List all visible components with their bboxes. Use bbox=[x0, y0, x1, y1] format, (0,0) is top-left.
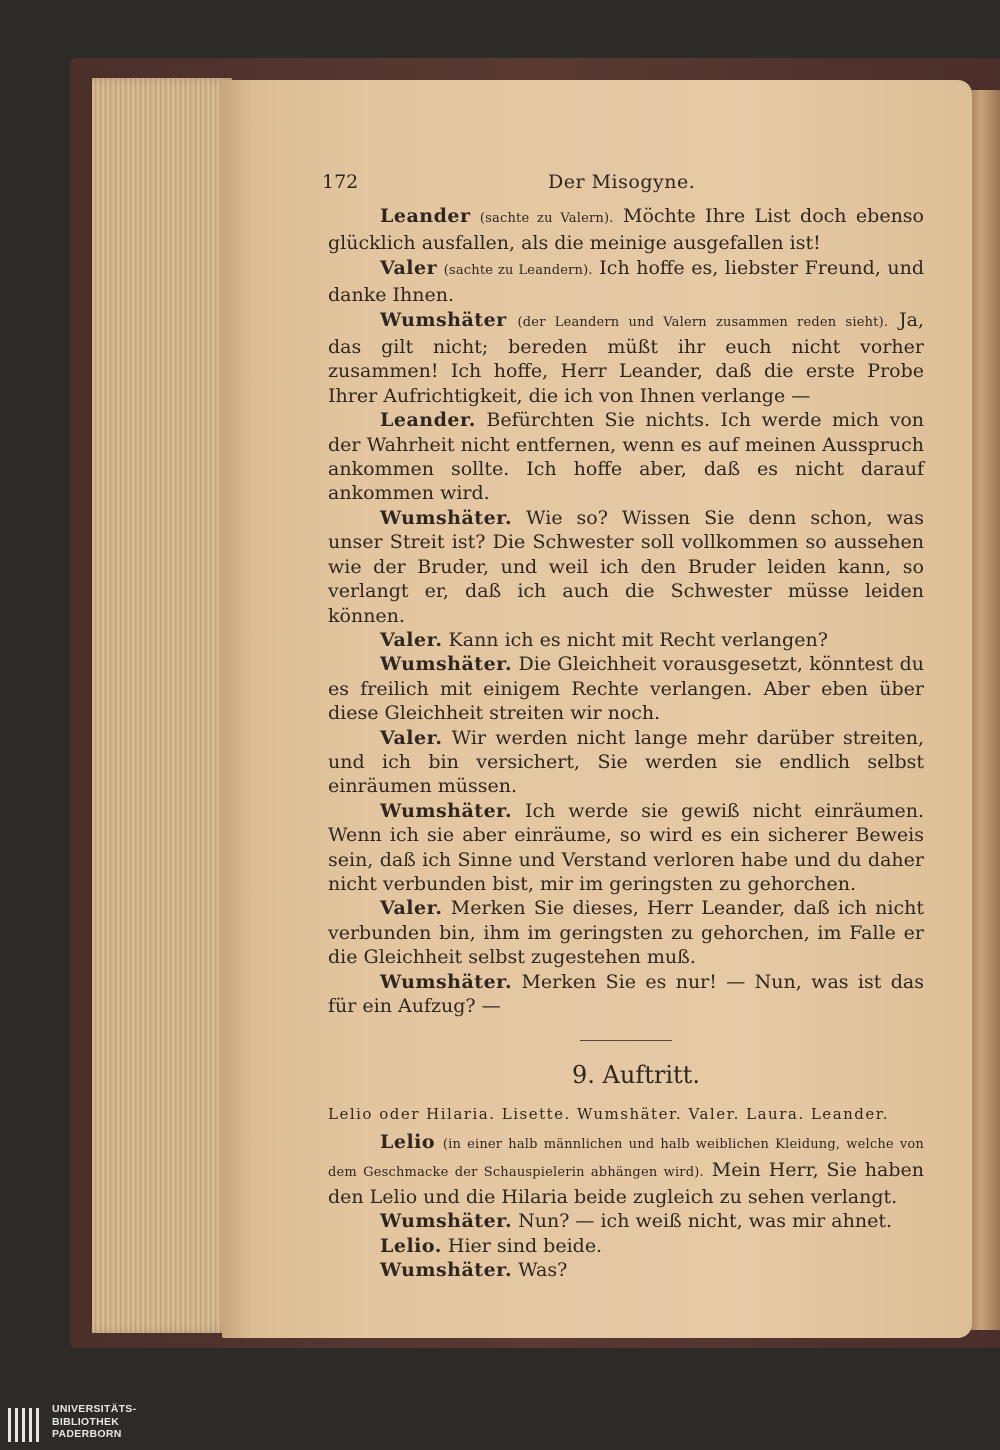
dialogue-paragraph bbox=[328, 726, 924, 799]
logo-line-3: PADERBORN bbox=[52, 1428, 122, 1440]
dialogue-paragraph bbox=[328, 896, 924, 969]
speaker-name: Wumshäter. bbox=[380, 653, 513, 676]
dialogue-text: Die Gleichheit vorausgesetzt, könntest du es freilich mit einigem Rechte verlangen. Aber eben über diese Gleichheit streiten wir noch. bbox=[328, 653, 924, 725]
stage-direction: (der Leandern und Valern zusammen reden sieht). bbox=[517, 314, 889, 330]
dialogue-top bbox=[328, 204, 924, 1018]
running-title: Der Misogyne. bbox=[548, 171, 696, 193]
dialogue-paragraph bbox=[328, 1258, 924, 1282]
speaker-name: Lelio bbox=[380, 1131, 436, 1154]
scene-title: 9. Auftritt. bbox=[572, 1061, 700, 1090]
right-page-edge bbox=[968, 90, 1000, 1330]
speaker-name: Leander bbox=[380, 205, 471, 227]
logo-line-1: UNIVERSITÄTS- bbox=[52, 1403, 137, 1415]
dialogue-text: Merken Sie dieses, Herr Leander, daß ich nicht verbunden bin, ihm im geringsten zu gehorchen, im Falle er die Gleichheit selbst zugestehen muß. bbox=[328, 897, 924, 969]
dialogue-text: Mein Herr, Sie haben den Lelio und die Hilaria beide zugleich zu sehen verlangt. bbox=[328, 1158, 924, 1209]
dialogue-text: Möchte Ihre List doch ebenso glücklich ausfallen, als die meinige ausgefallen ist! bbox=[328, 205, 924, 255]
dialogue-text: Hier sind beide. bbox=[447, 1234, 603, 1257]
dialogue-paragraph bbox=[328, 256, 924, 308]
dialogue-paragraph bbox=[328, 506, 924, 628]
dialogue-paragraph bbox=[328, 1209, 924, 1233]
dialogue-bottom bbox=[328, 1130, 924, 1282]
speaker-name: Wumshäter bbox=[380, 308, 507, 331]
dialogue-paragraph bbox=[328, 308, 924, 409]
speaker-name: Valer. bbox=[380, 726, 443, 749]
library-logo-icon bbox=[6, 1404, 46, 1446]
page-edges bbox=[92, 78, 232, 1333]
dialogue-text: Befürchten Sie nichts. Ich werde mich von der Wahrheit nicht entfernen, wenn es auf meinen Ausspruch ankommen sollte. Ich hoffe aber, daß es nicht darauf ankommen wird. bbox=[328, 409, 924, 505]
speaker-name: Wumshäter. bbox=[380, 1259, 513, 1282]
dialogue-text: Ich werde sie gewiß nicht einräumen. Wenn ich sie aber einräume, so wird es ein sicherer Beweis sein, daß ich Sinne und Verstand verloren habe und du daher nicht verbunden bist, mir im geringsten zu gehorchen. bbox=[328, 799, 925, 895]
dialogue-text: Kann ich es nicht mit Recht verlangen? bbox=[448, 628, 828, 651]
dialogue-text: Merken Sie es nur! — Nun, was ist das für ein Aufzug? — bbox=[328, 970, 924, 1017]
page-number: 172 bbox=[322, 171, 359, 193]
logo-line-2: BIBLIOTHEK bbox=[52, 1415, 120, 1428]
stage-direction: (in einer halb männlichen und halb weiblichen Kleidung, welche von dem Geschmacke der Schauspielerin abhängen wird). bbox=[328, 1137, 924, 1180]
cast-list: Lelio oder Hilaria. Lisette. Wumshäter. Valer. Laura. Leander. bbox=[328, 1104, 890, 1123]
speaker-name: Valer. bbox=[380, 897, 443, 920]
dialogue-text: Was? bbox=[518, 1259, 568, 1282]
dialogue-paragraph bbox=[328, 204, 924, 256]
speaker-name: Wumshäter. bbox=[380, 799, 513, 822]
speaker-name: Wumshäter. bbox=[380, 1210, 513, 1233]
stage-direction: (sachte zu Valern). bbox=[479, 211, 614, 226]
dialogue-text: Wie so? Wissen Sie denn schon, was unser Streit ist? Die Schwester soll vollkommen so aussehen wie der Bruder, und weil ich den Bruder leiden kann, so verlangt er, daß ich auch die Schwester müsse leiden können. bbox=[328, 506, 924, 627]
page-header bbox=[322, 170, 924, 198]
section-rule bbox=[580, 1040, 672, 1041]
footer-bar bbox=[0, 1400, 1000, 1450]
dialogue-paragraph bbox=[328, 628, 924, 652]
dialogue-paragraph bbox=[328, 1130, 924, 1209]
dialogue-text: Ja, das gilt nicht; bereden müßt ihr euch nicht vorher zusammen! Ich hoffe, Herr Leander, daß die erste Probe Ihrer Aufrichtigkeit, die ich von Ihnen verlange — bbox=[328, 308, 924, 407]
stage-direction: (sachte zu Leandern). bbox=[443, 262, 593, 278]
speaker-name: Wumshäter. bbox=[380, 506, 513, 529]
dialogue-paragraph bbox=[328, 1234, 924, 1258]
dialogue-text: Nun? — ich weiß nicht, was mir ahnet. bbox=[518, 1210, 893, 1233]
dialogue-text: Wir werden nicht lange mehr darüber streiten, und ich bin versichert, Sie werden sie endlich selbst einräumen müssen. bbox=[328, 726, 924, 798]
dialogue-paragraph bbox=[328, 652, 924, 725]
page-text bbox=[322, 170, 925, 1283]
dialogue-paragraph bbox=[328, 970, 924, 1019]
speaker-name: Valer. bbox=[380, 628, 443, 651]
dialogue-paragraph bbox=[328, 799, 924, 897]
speaker-name: Lelio. bbox=[380, 1234, 442, 1257]
speaker-name: Leander. bbox=[380, 409, 476, 432]
dialogue-paragraph bbox=[328, 408, 924, 506]
speaker-name: Wumshäter. bbox=[380, 970, 513, 993]
dialogue-text: Ich hoffe es, liebster Freund, und danke Ihnen. bbox=[328, 256, 924, 307]
speaker-name: Valer bbox=[380, 256, 438, 279]
library-logo-text bbox=[52, 1403, 136, 1441]
